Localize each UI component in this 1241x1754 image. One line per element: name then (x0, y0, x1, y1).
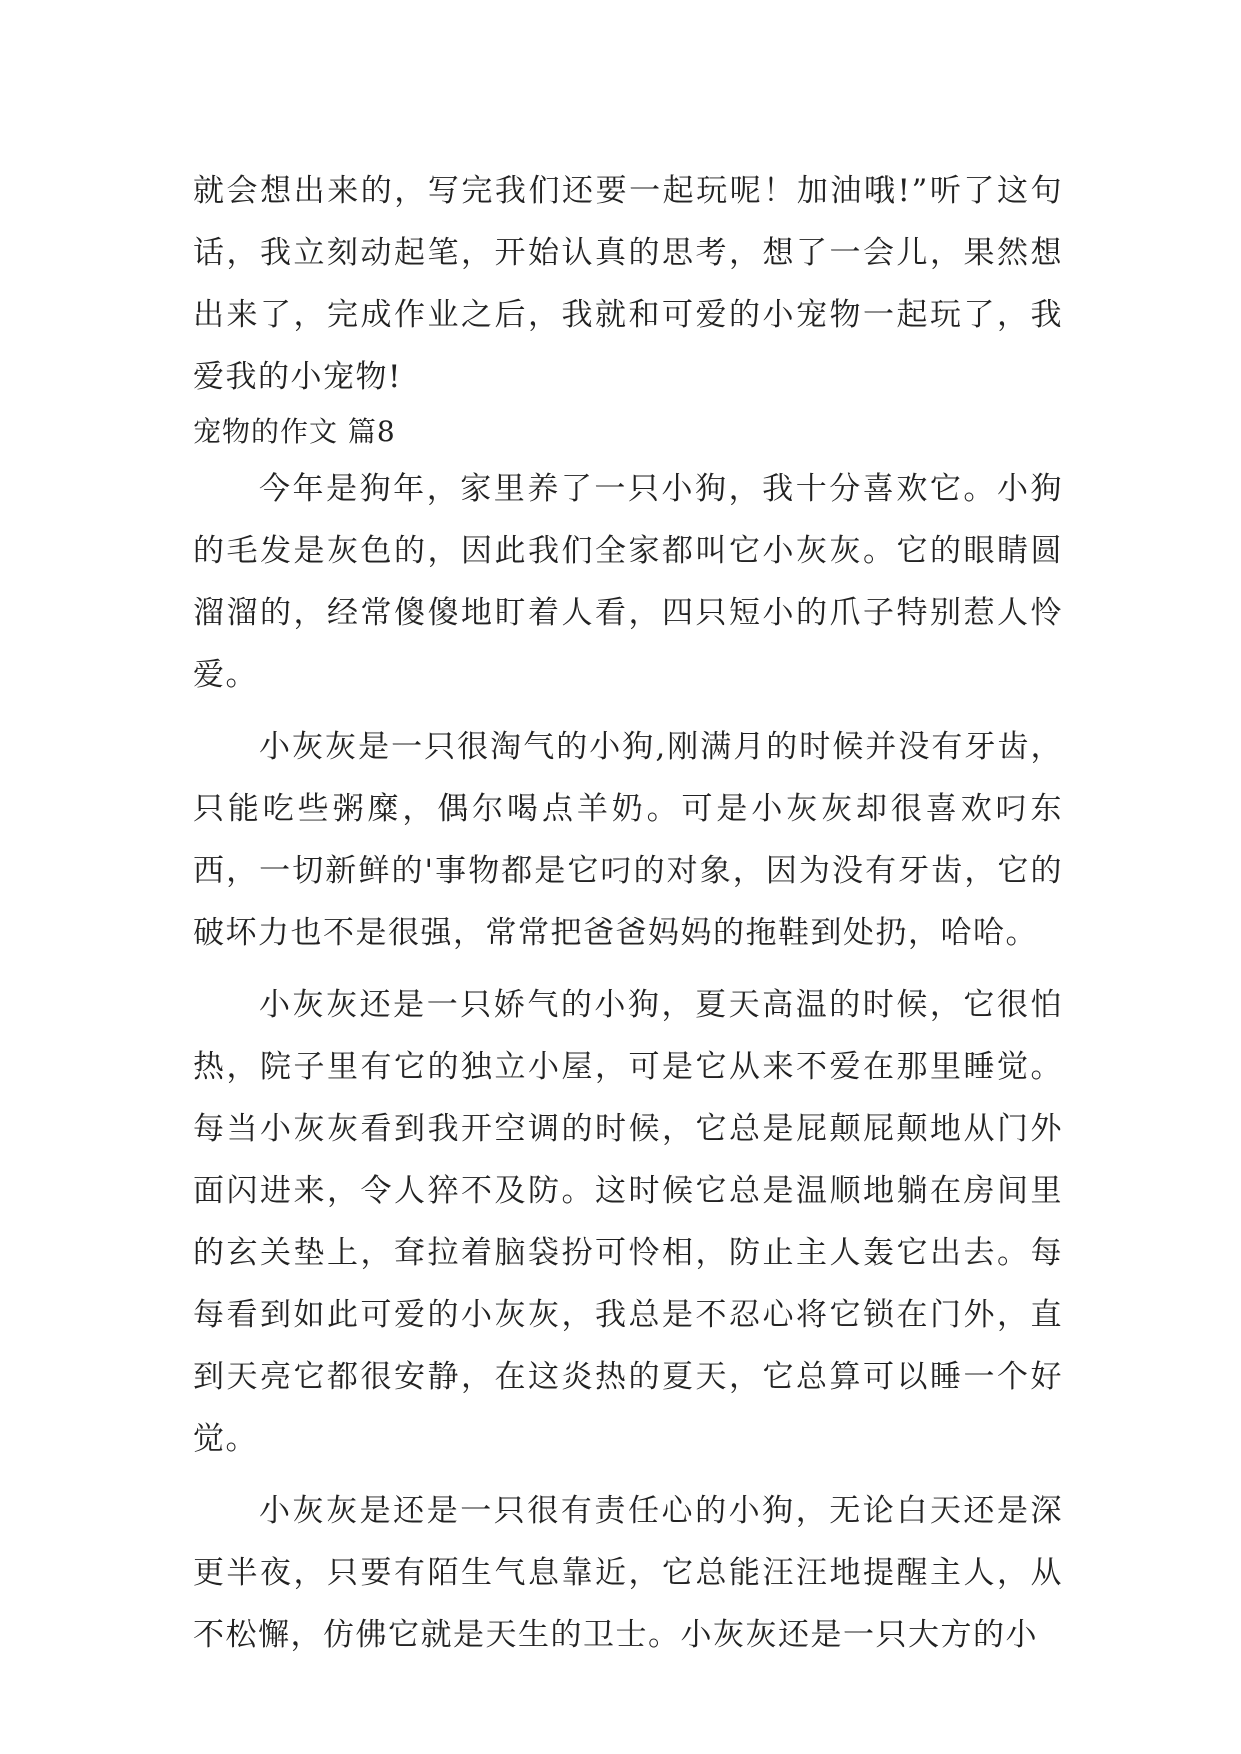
section-heading: 宠物的作文 篇8 (193, 415, 396, 448)
paragraph-1: 今年是狗年，家里养了一只小狗，我十分喜欢它。小狗的毛发是灰色的，因此我们全家都叫它小灰灰。它的眼睛圆溜溜的，经常傻傻地盯着人看，四只短小的爪子特别惹人怜爱。 (193, 471, 1063, 693)
document-page (193, 160, 1063, 1666)
paragraph-continued: 就会想出来的，写完我们还要一起玩呢！加油哦!”听了这句话，我立刻动起笔，开始认真的思考，想了一会儿，果然想出来了，完成作业之后，我就和可爱的小宠物一起玩了，我爱我的小宠物! (193, 173, 1063, 395)
paragraph-4: 小灰灰是还是一只很有责任心的小狗，无论白天还是深更半夜，只要有陌生气息靠近，它总能汪汪地提醒主人，从不松懈，仿佛它就是天生的卫士。小灰灰还是一只大方的小 (193, 1493, 1063, 1653)
paragraph-2: 小灰灰是一只很淘气的小狗,刚满月的时候并没有牙齿，只能吃些粥糜，偶尔喝点羊奶。可是小灰灰却很喜欢叼东西，一切新鲜的'事物都是它叼的对象，因为没有牙齿，它的破坏力也不是很强，常常把爸爸妈妈的拖鞋到处扔，哈哈。 (193, 729, 1063, 951)
paragraph-3: 小灰灰还是一只娇气的小狗，夏天高温的时候，它很怕热，院子里有它的独立小屋，可是它从来不爱在那里睡觉。每当小灰灰看到我开空调的时候，它总是屁颠屁颠地从门外面闪进来，令人猝不及防。这时候它总是温顺地躺在房间里的玄关垫上，耷拉着脑袋扮可怜相，防止主人轰它出去。每每看到如此可爱的小灰灰，我总是不忍心将它锁在门外，直到天亮它都很安静，在这炎热的夏天，它总算可以睡一个好觉。 (193, 987, 1063, 1457)
